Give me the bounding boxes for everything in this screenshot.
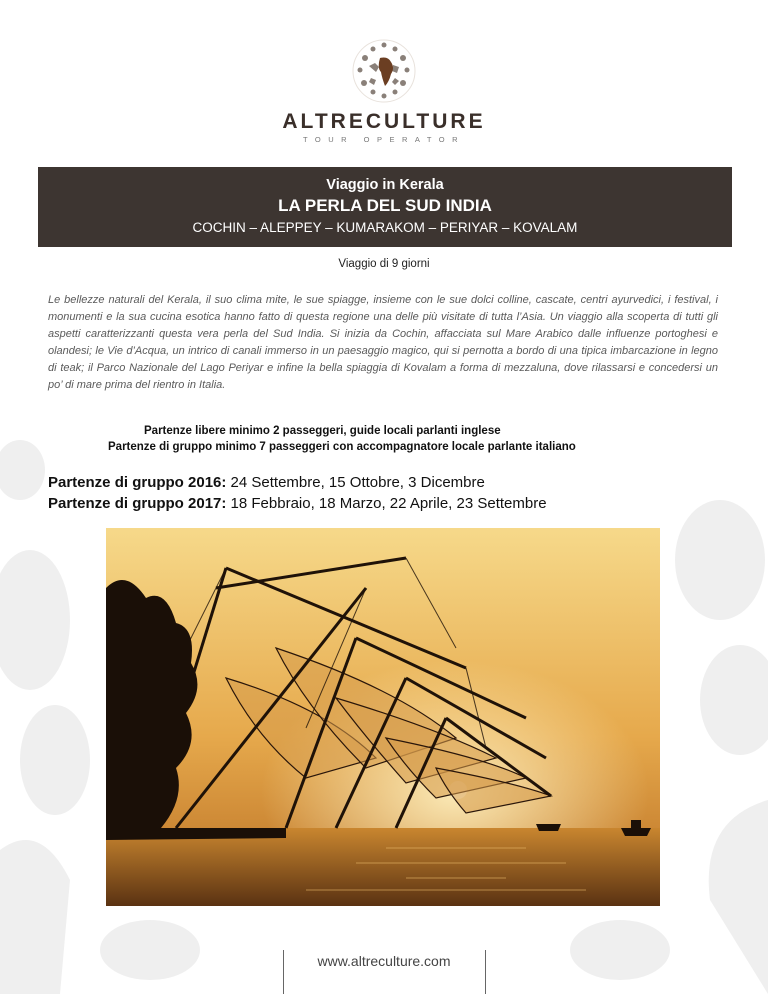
- banner-itinerary: COCHIN – ALEPPEY – KUMARAKOM – PERIYAR – KOVALAM: [192, 220, 578, 235]
- dates-label: Partenze di gruppo 2016:: [48, 474, 227, 491]
- banner-title: Viaggio in Kerala: [326, 177, 444, 193]
- footer-website-link[interactable]: www.altreculture.com: [317, 953, 451, 969]
- dates-label: Partenze di gruppo 2017:: [48, 495, 227, 512]
- fishing-nets-photo: [106, 528, 660, 906]
- dates-value: 18 Febbraio, 18 Marzo, 22 Aprile, 23 Settembre: [226, 495, 547, 512]
- brand-logo: [0, 38, 768, 144]
- free-departures-note: Partenze libere minimo 2 passeggeri, guide locali parlanti inglese: [144, 425, 501, 437]
- brand-subtitle: TOUR OPERATOR: [302, 135, 466, 144]
- trip-duration: Viaggio di 9 giorni: [338, 258, 430, 270]
- departure-dates-2016: [48, 474, 485, 491]
- banner-headline: LA PERLA DEL SUD INDIA: [278, 196, 492, 215]
- group-departures-note: Partenze di gruppo minimo 7 passeggeri con accompagnatore locale parlante italiano: [108, 441, 576, 453]
- dates-value: 24 Settembre, 15 Ottobre, 3 Dicembre: [226, 474, 485, 491]
- title-banner: [38, 167, 732, 247]
- intro-paragraph: Le bellezze naturali del Kerala, il suo clima mite, le sue spiagge, insieme con le sue dolci colline, cascate, centri ayurvedici, i festival, i monumenti e la sua cucina esotica hanno fatto di questa regione una delle più visitate di tutta l’Asia. Un viaggio alla scoperta di tutti gli aspetti caratterizzanti questa vera perla del Sud India. Si inizia da Cochin, affacciata sul Mare Arabico dalle influenze portoghesi e olandesi; le Vie d’Acqua, un intrico di canali immerso in un paesaggio magico, qui si pernotta a bordo di una tipica imbarcazione in legno di teak; il Parco Nazionale del Lago Periyar e infine la bella spiaggia di Kovalam a forma di mezzaluna, dove rilassarsi e concedersi un po’ di mare prima del rientro in Italia.: [48, 294, 718, 391]
- africa-emblem-icon: [351, 38, 417, 104]
- departure-dates-2017: [48, 495, 547, 512]
- brand-name: ALTRECULTURE: [282, 110, 486, 133]
